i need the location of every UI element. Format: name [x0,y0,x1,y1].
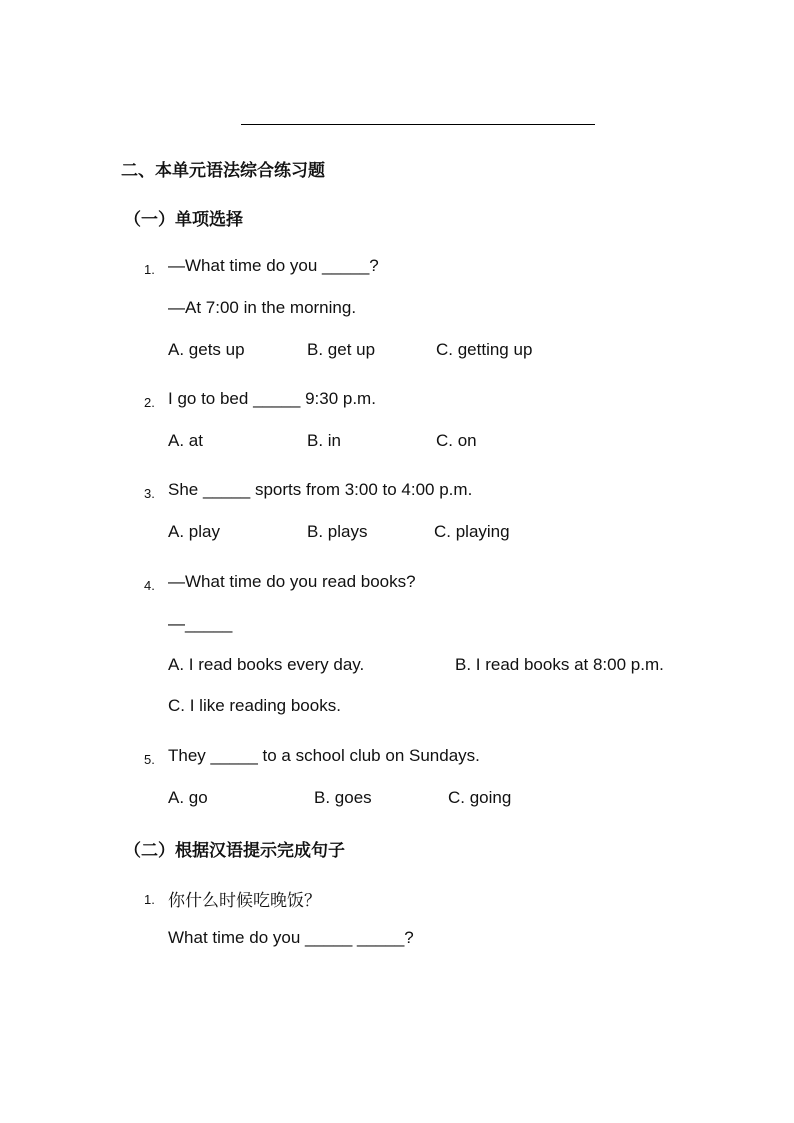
option-c: C. on [436,431,477,450]
question-line: I go to bed _____ 9:30 p.m. [168,389,376,408]
option-c: C. playing [434,522,510,541]
option-b: B. plays [307,522,368,541]
option-b: B. in [307,431,342,450]
question-number: 4. [144,578,155,593]
question-line: What time do you _____ _____? [168,928,414,947]
question-line: They _____ to a school club on Sundays. [168,746,480,765]
part2-title: （二）根据汉语提示完成句子 [124,841,345,861]
section-title: 二、本单元语法综合练习题 [121,161,325,181]
question-line: 你什么时候吃晚饭？ [168,891,321,911]
question-number: 3. [144,486,155,501]
question-line: —What time do you _____? [168,256,379,275]
option-c: C. getting up [436,340,533,359]
option-a: A. I read books every day. [168,655,365,674]
option-a: A. at [168,431,203,450]
question-line: —At 7:00 in the morning. [168,298,357,317]
question-number: 1. [144,262,155,277]
question-line: —_____ [168,614,233,633]
question-number: 1. [144,892,155,907]
question-number: 2. [144,395,155,410]
option-a: A. go [168,788,208,807]
question-line: She _____ sports from 3:00 to 4:00 p.m. [168,480,473,499]
question-number: 5. [144,752,155,767]
question-line: —What time do you read books? [168,572,416,591]
option-b: B. goes [314,788,372,807]
option-b: B. get up [307,340,376,359]
option-b: B. I read books at 8:00 p.m. [455,655,664,674]
option-c: C. I like reading books. [168,696,341,715]
option-a: A. gets up [168,340,245,359]
top-rule [241,124,595,125]
part1-title: （一）单项选择 [124,210,243,230]
option-a: A. play [168,522,220,541]
option-c: C. going [448,788,512,807]
